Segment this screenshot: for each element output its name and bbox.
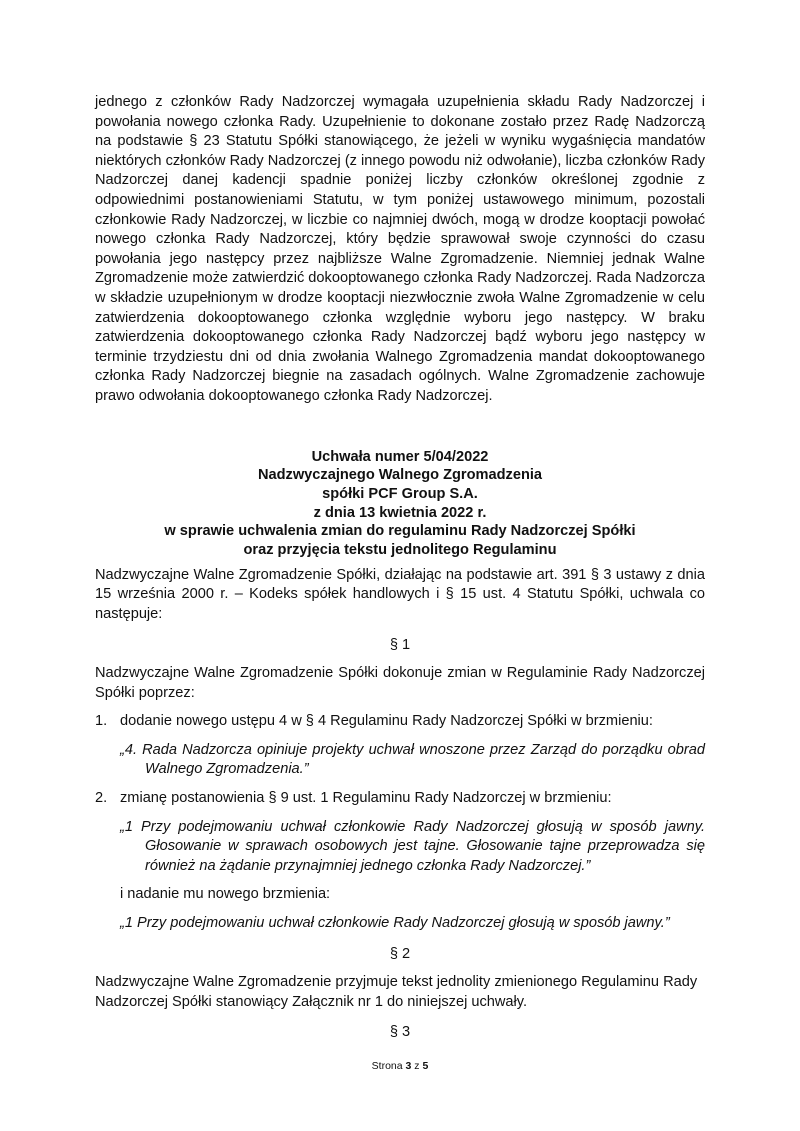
resolution-company: spółki PCF Group S.A. — [322, 485, 478, 502]
resolution-subject-cont: oraz przyjęcia tekstu jednolitego Regulaminu — [243, 542, 557, 559]
quote-new-paragraph-4: „4. Rada Nadzorcza opiniuje projekty uchwał wnoszone przez Zarząd do porządku obrad Walnego Zgromadzenia.” — [120, 741, 705, 778]
section-1-label: § 1 — [389, 636, 411, 653]
list-text: zmianę postanowienia § 9 ust. 1 Regulaminu Rady Nadzorczej w brzmieniu: — [120, 790, 612, 807]
resolution-body: Nadzwyczajnego Walnego Zgromadzenia — [257, 467, 543, 484]
quote-new-paragraph-1: „1 Przy podejmowaniu uchwał członkowie Rady Nadzorczej głosują w sposób jawny.” — [120, 915, 670, 932]
resolution-number: Uchwała numer 5/04/2022 — [311, 448, 489, 465]
section-3-label: § 3 — [389, 1024, 411, 1041]
total-pages-number: 5 — [422, 1060, 429, 1072]
list-item-2 — [95, 789, 705, 809]
current-page-number: 3 — [405, 1060, 412, 1072]
resolution-heading — [95, 448, 705, 560]
intro-paragraph: jednego z członków Rady Nadzorczej wymagała uzupełnienia składu Rady Nadzorczej i powołania nowego członka Rady. Uzupełnienie to dokonane zostało przez Radę Nadzorczą na podstawie § 23 Statutu Spółki stanowiącego, że jeżeli w wyniku wygaśnięcia mandatów niektórych członków Rady Nadzorczej (z innego powodu niż odwołanie), liczba członków Rady Nadzorczej danej kadencji spadnie poniżej liczby członków określonej zgodnie z odpowiednimi postanowieniami Statutu, w tym poniżej ustawowego minimum, pozostali członkowie Rady Nadzorczej, w liczbie co najmniej dwóch, mogą w drodze kooptacji powołać nowego członka Rady Nadzorczej, który będzie sprawował swoje czynności do czasu powołania jego następcy przez najbliższe Walne Zgromadzenie. Niemniej jednak Walne Zgromadzenie może zatwierdzić dokooptowanego członka Rady Nadzorczej. Rada Nadzorcza w składzie uzupełnionym w drodze kooptacji niezwłocznie zwoła Walne Zgromadzenie w celu zatwierdzenia dokooptowanego członka względnie wyboru jego następcy. W braku zatwierdzenia dokooptowanego członka Rady Nadzorczej bądź wyboru jego następcy w terminie trzydziestu dni od dnia zwołania Walnego Zgromadzenia mandat dokooptowanego członka Rady Nadzorczej biegnie na zasadach ogólnych. Walne Zgromadzenie zachowuje prawo odwołania dokooptowanego członka Rady Nadzorczej. — [95, 94, 706, 404]
resolution-subject: w sprawie uchwalenia zmian do regulaminu Rady Nadzorczej Spółki — [164, 523, 636, 540]
quote-old-paragraph-1: „1 Przy podejmowaniu uchwał członkowie Rady Nadzorczej głosują w sposób jawny. Głosowanie w sprawach osobowych jest tajne. Głosowanie tajne przeprowadza się również na żądanie przynajmniej jednego członka Rady Nadzorczej.” — [120, 818, 705, 874]
list-number: 2. — [95, 790, 108, 807]
preamble: Nadzwyczajne Walne Zgromadzenie Spółki, działając na podstawie art. 391 § 3 ustawy z dnia 15 września 2000 r. – Kodeks spółek handlowych i § 15 ust. 4 Statutu Spółki, uchwala co następuje: — [95, 566, 705, 622]
page-label: Strona — [371, 1060, 403, 1072]
page-separator: z — [414, 1060, 420, 1072]
page-footer — [0, 1060, 800, 1072]
section-2-text: Nadzwyczajne Walne Zgromadzenie przyjmuje tekst jednolity zmienionego Regulaminu Rady Nadzorczej Spółki stanowiący Załącznik nr 1 do niniejszej uchwały. — [95, 974, 698, 1010]
document-page — [95, 93, 705, 1043]
connector-text: i nadanie mu nowego brzmienia: — [120, 886, 331, 903]
section-1-intro: Nadzwyczajne Walne Zgromadzenie Spółki dokonuje zmian w Regulaminie Rady Nadzorczej Spółki poprzez: — [95, 665, 705, 701]
list-text: dodanie nowego ustępu 4 w § 4 Regulaminu Rady Nadzorczej Spółki w brzmieniu: — [120, 713, 653, 730]
list-number: 1. — [95, 713, 108, 730]
section-2-label: § 2 — [389, 945, 411, 962]
list-item-1 — [95, 712, 705, 732]
resolution-date: z dnia 13 kwietnia 2022 r. — [313, 504, 487, 521]
spacer — [95, 407, 705, 448]
